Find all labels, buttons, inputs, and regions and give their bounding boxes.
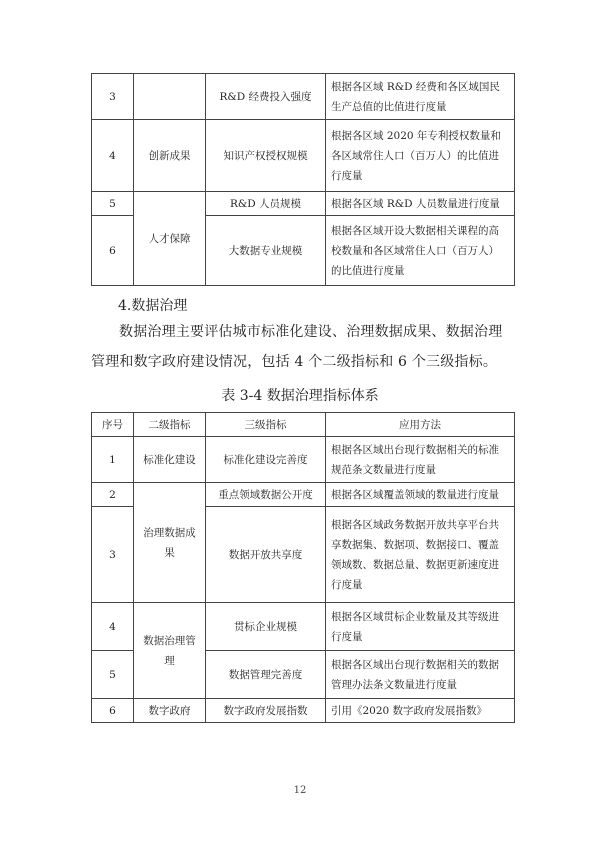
header-tertiary: 三级指标 bbox=[206, 413, 326, 437]
row-number: 4 bbox=[92, 120, 134, 192]
table-row bbox=[92, 603, 515, 651]
row-number: 2 bbox=[92, 483, 134, 507]
tertiary-indicator: 重点领域数据公开度 bbox=[206, 483, 326, 507]
header-method: 应用方法 bbox=[326, 413, 515, 437]
section-paragraph: 数据治理主要评估城市标准化建设、治理数据成果、数据治理管理和数字政府建设情况，包括 4 个二级指标和 6 个三级指标。 bbox=[91, 324, 503, 370]
tertiary-indicator: 大数据专业规模 bbox=[206, 216, 326, 286]
method-cell: 根据各区域政务数据开放共享平台共享数据集、数据项、数据接口、覆盖领域数、数据总量、数据更新速度进行度量 bbox=[326, 507, 515, 603]
row-number: 1 bbox=[92, 437, 134, 483]
tertiary-indicator: R&D 经费投入强度 bbox=[206, 74, 326, 120]
table-caption: 表 3-4 数据治理指标体系 bbox=[221, 388, 379, 404]
method-cell: 根据各区域 2020 年专利授权数量和各区域常住人口（百万人）的比值进行度量 bbox=[326, 120, 515, 192]
tertiary-indicator: 标准化建设完善度 bbox=[206, 437, 326, 483]
method-cell: 根据各区域 R&D 经费和各区域国民生产总值的比值进行度量 bbox=[326, 74, 515, 120]
tertiary-indicator: 数据开放共享度 bbox=[206, 507, 326, 603]
tertiary-indicator: 数字政府发展指数 bbox=[206, 699, 326, 723]
row-number: 6 bbox=[92, 216, 134, 286]
table-header-row bbox=[92, 413, 515, 437]
table-row bbox=[92, 699, 515, 723]
header-number: 序号 bbox=[92, 413, 134, 437]
secondary-indicator: 标准化建设 bbox=[134, 437, 206, 483]
secondary-indicator: 数字政府 bbox=[134, 699, 206, 723]
method-cell: 根据各区域开设大数据相关课程的高校数量和各区域常住人口（百万人）的比值进行度量 bbox=[326, 216, 515, 286]
method-cell: 根据各区域出台现行数据相关的标准规范条文数量进行度量 bbox=[326, 437, 515, 483]
table-row bbox=[92, 483, 515, 507]
table-row bbox=[92, 74, 515, 120]
row-number: 6 bbox=[92, 699, 134, 723]
section-heading: 4.数据治理 bbox=[118, 298, 188, 314]
method-cell: 引用《2020 数字政府发展指数》 bbox=[326, 699, 515, 723]
tertiary-indicator: 贯标企业规模 bbox=[206, 603, 326, 651]
tertiary-indicator: 知识产权授权规模 bbox=[206, 120, 326, 192]
secondary-indicator bbox=[134, 74, 206, 120]
tertiary-indicator: 数据管理完善度 bbox=[206, 651, 326, 699]
row-number: 5 bbox=[92, 192, 134, 216]
method-cell: 根据各区域覆盖领域的数量进行度量 bbox=[326, 483, 515, 507]
secondary-indicator: 数据治理管理 bbox=[134, 603, 206, 699]
table-row bbox=[92, 120, 515, 192]
row-number: 5 bbox=[92, 651, 134, 699]
secondary-indicator: 人才保障 bbox=[134, 192, 206, 286]
row-number: 4 bbox=[92, 603, 134, 651]
page-number: 12 bbox=[293, 785, 307, 796]
method-cell: 根据各区域 R&D 人员数量进行度量 bbox=[326, 192, 515, 216]
row-number: 3 bbox=[92, 507, 134, 603]
table-row bbox=[92, 437, 515, 483]
header-secondary: 二级指标 bbox=[134, 413, 206, 437]
data-governance-table bbox=[91, 412, 515, 723]
table-row bbox=[92, 192, 515, 216]
row-number: 3 bbox=[92, 74, 134, 120]
tertiary-indicator: R&D 人员规模 bbox=[206, 192, 326, 216]
secondary-indicator: 治理数据成果 bbox=[134, 483, 206, 603]
innovation-index-table bbox=[91, 73, 515, 286]
secondary-indicator: 创新成果 bbox=[134, 120, 206, 192]
method-cell: 根据各区域贯标企业数量及其等级进行度量 bbox=[326, 603, 515, 651]
method-cell: 根据各区域出台现行数据相关的数据管理办法条文数量进行度量 bbox=[326, 651, 515, 699]
